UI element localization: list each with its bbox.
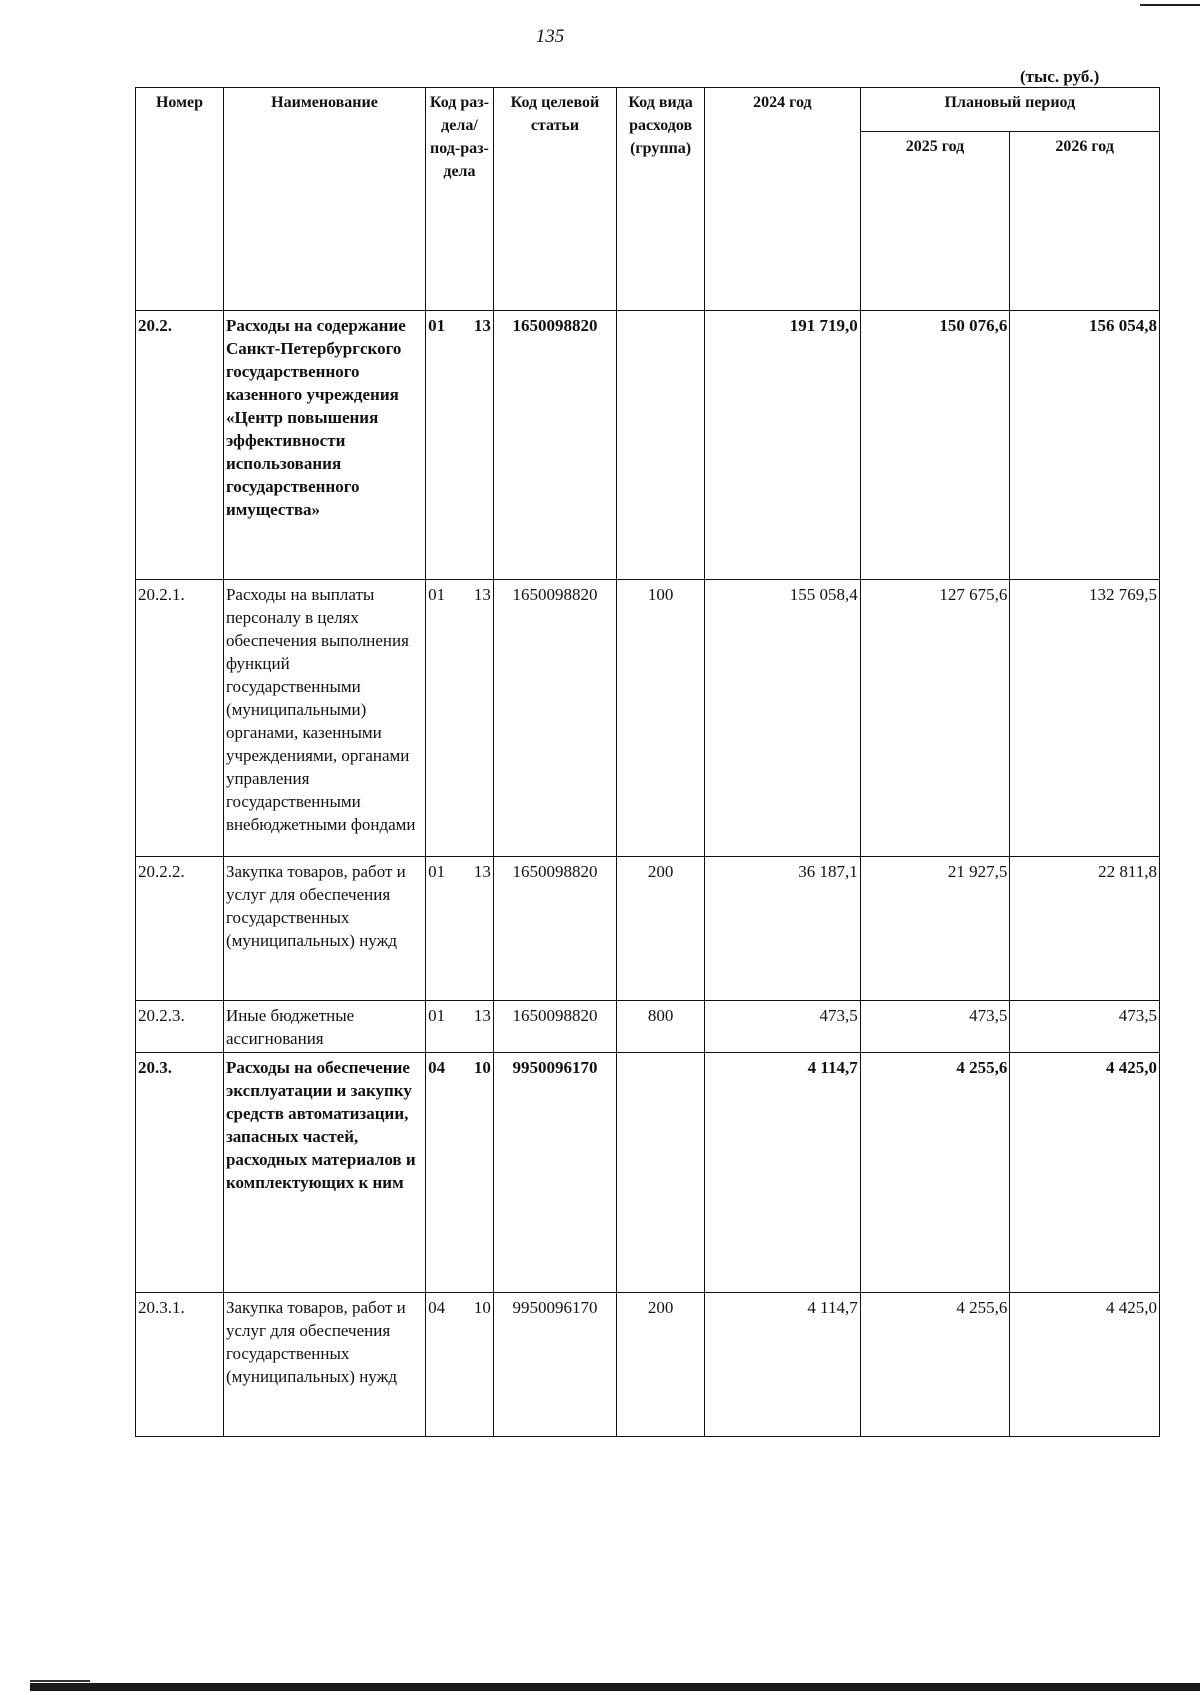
row-2026: 4 425,0 [1010, 1293, 1160, 1437]
row-target-code: 1650098820 [493, 857, 616, 1001]
section-code: 01 [428, 316, 446, 335]
row-2026: 473,5 [1010, 1001, 1160, 1053]
table-header [136, 88, 1160, 311]
row-name: Расходы на содержание Санкт-Петербургского государственного казенного учреждения «Центр повышения эффективности использования государственного имущества» [223, 311, 425, 580]
row-2024: 4 114,7 [705, 1293, 861, 1437]
row-number: 20.3.1. [136, 1293, 224, 1437]
row-2026: 156 054,8 [1010, 311, 1160, 580]
row-2025: 4 255,6 [860, 1293, 1010, 1437]
row-section-code [426, 1001, 494, 1053]
row-number: 20.3. [136, 1053, 224, 1293]
row-expense-type [617, 1053, 705, 1293]
row-2025: 4 255,6 [860, 1053, 1010, 1293]
header-target: Код целевой статьи [493, 88, 616, 311]
row-target-code: 1650098820 [493, 1001, 616, 1053]
scan-edge-line [30, 1680, 90, 1682]
subsection-code: 13 [473, 585, 491, 604]
row-number: 20.2.2. [136, 857, 224, 1001]
budget-table [135, 87, 1160, 1437]
row-number: 20.2.3. [136, 1001, 224, 1053]
header-section: Код раз-дела/ под-раз-дела [426, 88, 494, 311]
row-expense-type: 200 [617, 1293, 705, 1437]
table-row [136, 1293, 1160, 1437]
table-row [136, 580, 1160, 857]
scan-corner-mark [1140, 4, 1200, 6]
scan-bottom-bar [30, 1683, 1200, 1691]
row-target-code: 9950096170 [493, 1053, 616, 1293]
section-code: 01 [428, 862, 446, 881]
header-year-2026: 2026 год [1010, 132, 1160, 311]
row-expense-type [617, 311, 705, 580]
row-section-code [426, 580, 494, 857]
row-target-code: 1650098820 [493, 580, 616, 857]
row-name: Закупка товаров, работ и услуг для обеспечения государственных (муниципальных) нужд [223, 1293, 425, 1437]
header-year-2025: 2025 год [860, 132, 1010, 311]
row-2024: 36 187,1 [705, 857, 861, 1001]
row-section-code [426, 857, 494, 1001]
row-target-code: 1650098820 [493, 311, 616, 580]
row-name: Расходы на обеспечение эксплуатации и закупку средств автоматизации, запасных частей, расходных материалов и комплектующих к ним [223, 1053, 425, 1293]
header-name: Наименование [223, 88, 425, 311]
header-planned-period: Плановый период [860, 88, 1159, 132]
row-2025: 21 927,5 [860, 857, 1010, 1001]
subsection-code: 13 [473, 862, 491, 881]
table-row [136, 1001, 1160, 1053]
subsection-code: 10 [473, 1298, 491, 1317]
row-number: 20.2.1. [136, 580, 224, 857]
header-expense-type: Код вида расходов (группа) [617, 88, 705, 311]
page-number: 135 [535, 26, 565, 47]
row-2025: 473,5 [860, 1001, 1010, 1053]
row-2026: 132 769,5 [1010, 580, 1160, 857]
subsection-code: 10 [473, 1058, 491, 1077]
row-section-code [426, 1293, 494, 1437]
section-code: 01 [428, 1006, 446, 1025]
row-name: Расходы на выплаты персоналу в целях обеспечения выполнения функций государственными (муниципальными) органами, казенными учреждениями, органами управления государственными внебюджетными фондами [223, 580, 425, 857]
row-2024: 191 719,0 [705, 311, 861, 580]
row-2026: 4 425,0 [1010, 1053, 1160, 1293]
section-code: 04 [428, 1298, 446, 1317]
row-2025: 150 076,6 [860, 311, 1010, 580]
unit-note: (тыс. руб.) [1020, 67, 1100, 86]
row-number: 20.2. [136, 311, 224, 580]
header-number: Номер [136, 88, 224, 311]
section-code: 01 [428, 585, 446, 604]
row-2024: 4 114,7 [705, 1053, 861, 1293]
row-section-code [426, 311, 494, 580]
row-name: Иные бюджетные ассигнования [223, 1001, 425, 1053]
row-2024: 473,5 [705, 1001, 861, 1053]
row-section-code [426, 1053, 494, 1293]
section-code: 04 [428, 1058, 446, 1077]
subsection-code: 13 [473, 316, 491, 335]
table-row [136, 1053, 1160, 1293]
row-expense-type: 100 [617, 580, 705, 857]
header-year-2024: 2024 год [705, 88, 861, 311]
table-body [136, 311, 1160, 1437]
table-row [136, 311, 1160, 580]
row-2024: 155 058,4 [705, 580, 861, 857]
table-row [136, 857, 1160, 1001]
row-name: Закупка товаров, работ и услуг для обеспечения государственных (муниципальных) нужд [223, 857, 425, 1001]
row-expense-type: 200 [617, 857, 705, 1001]
row-2025: 127 675,6 [860, 580, 1010, 857]
row-2026: 22 811,8 [1010, 857, 1160, 1001]
subsection-code: 13 [473, 1006, 491, 1025]
row-target-code: 9950096170 [493, 1293, 616, 1437]
row-expense-type: 800 [617, 1001, 705, 1053]
